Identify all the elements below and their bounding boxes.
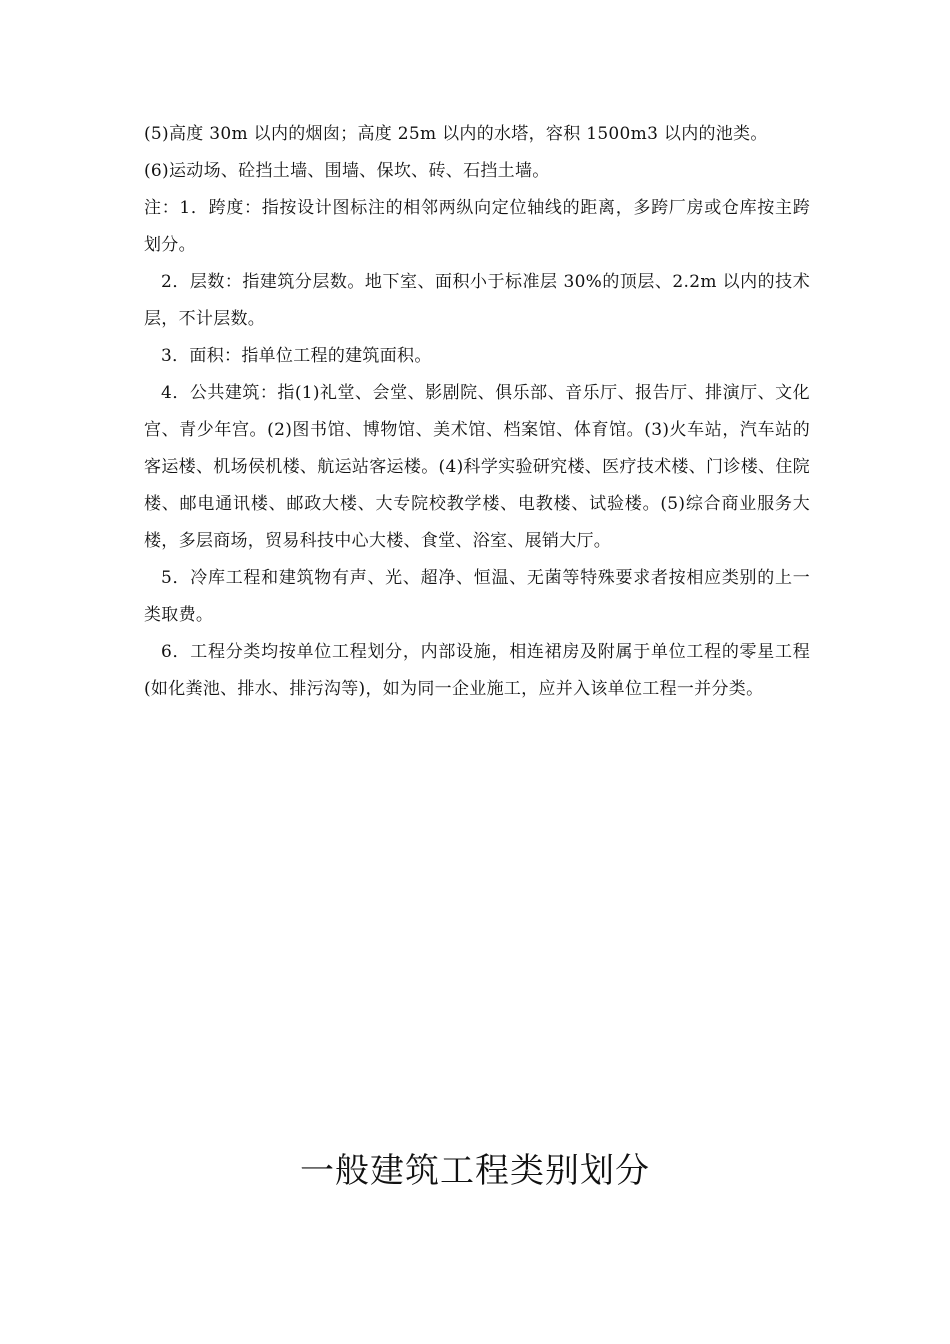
note-floor-count: 2．层数：指建筑分层数。地下室、面积小于标准层 30%的顶层、2.2m 以内的技术层，不计层数。 [144, 272, 810, 329]
paragraph-sports-ground-walls: (6)运动场、砼挡土墙、围墙、保坎、砖、石挡土墙。 [144, 161, 550, 181]
body-text [144, 116, 810, 708]
note-area: 3．面积：指单位工程的建筑面积。 [161, 346, 432, 366]
note-classification-rule: 6．工程分类均按单位工程划分，内部设施，相连裙房及附属于单位工程的零星工程(如化粪池、排水、排污沟等)，如为同一企业施工，应并入该单位工程一并分类。 [144, 642, 810, 699]
note-span-definition: 注：1．跨度：指按设计图标注的相邻两纵向定位轴线的距离，多跨厂房或仓库按主跨划分。 [144, 198, 810, 255]
note-cold-storage: 5．冷库工程和建筑物有声、光、超净、恒温、无菌等特殊要求者按相应类别的上一类取费。 [144, 568, 810, 625]
section-title: 一般建筑工程类别划分 [300, 1151, 650, 1191]
note-public-buildings: 4．公共建筑：指(1)礼堂、会堂、影剧院、俱乐部、音乐厅、报告厅、排演厅、文化宫、青少年宫。(2)图书馆、博物馆、美术馆、档案馆、体育馆。(3)火车站，汽车站的客运楼、机场侯机楼、航运站客运楼。(4)科学实验研究楼、医疗技术楼、门诊楼、住院楼、邮电通讯楼、邮政大楼、大专院校教学楼、电教楼、试验楼。(5)综合商业服务大楼，多层商场，贸易科技中心大楼、食堂、浴室、展销大厅。 [144, 383, 810, 551]
paragraph-chimney-water-tower: (5)高度 30m 以内的烟囱；高度 25m 以内的水塔，容积 1500m3 以内的池类。 [144, 124, 768, 144]
